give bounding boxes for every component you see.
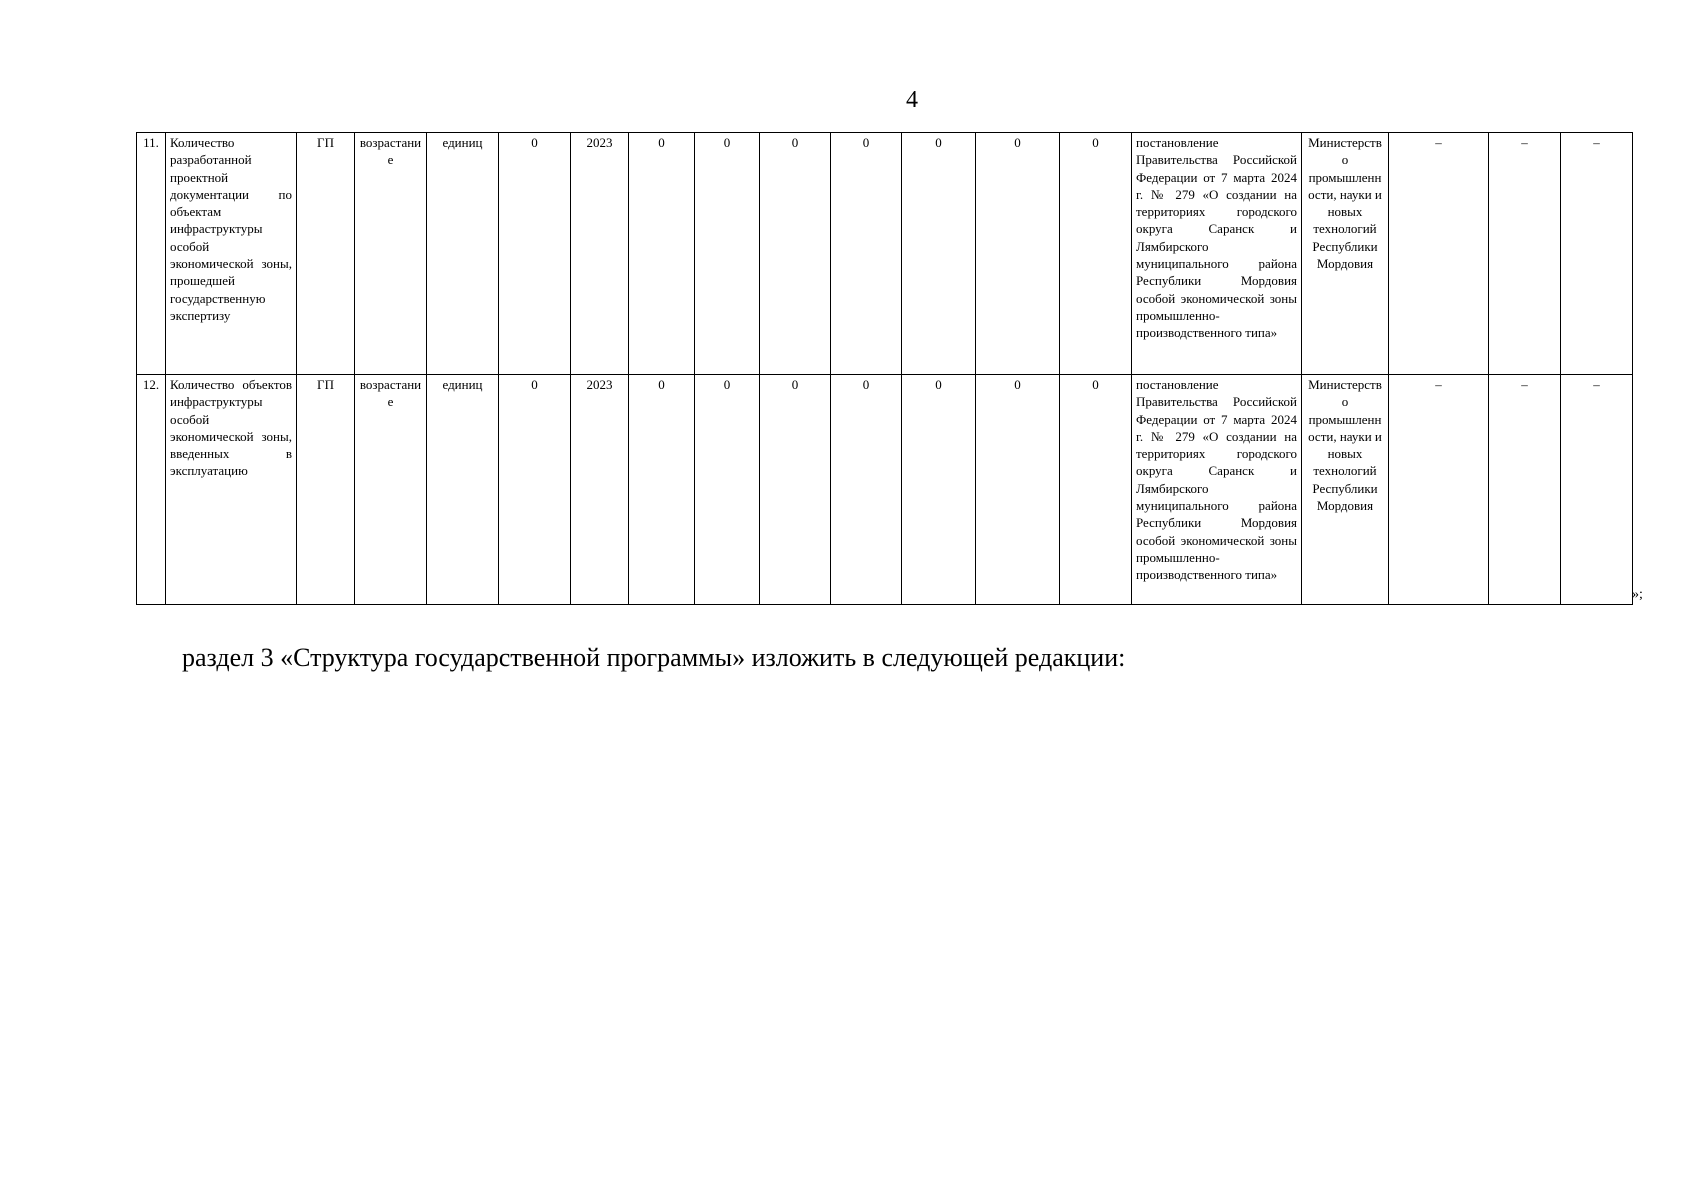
legal-document: постановление Правительства Российской Федерации от 7 марта 2024 г. № 279 «О создании на территориях городского округа Саранск и Лямбирского муниципального района Республики Мордовия особой экономической зоны промышленно-производственного типа» [1132, 375, 1302, 605]
page-number: 4 [906, 87, 918, 113]
extra-cell: – [1561, 375, 1633, 605]
year-value: 0 [1060, 375, 1132, 605]
indicator-name: Количество разработанной проектной документации по объектам инфраструктуры особой экономической зоны, прошедшей государственную экспертизу [166, 133, 297, 375]
year-value: 0 [629, 375, 695, 605]
year-value: 0 [760, 375, 831, 605]
year-value: 0 [760, 133, 831, 375]
base-value: 0 [499, 375, 571, 605]
legal-document: постановление Правительства Российской Федерации от 7 марта 2024 г. № 279 «О создании на территориях городского округа Саранск и Лямбирского муниципального района Республики Мордовия особой экономической зоны промышленно-производственного типа» [1132, 133, 1302, 375]
extra-cell: – [1489, 133, 1561, 375]
year-value: 0 [695, 375, 760, 605]
indicator-name: Количество объектов инфраструктуры особой экономической зоны, введенных в эксплуатацию [166, 375, 297, 605]
table-row [137, 375, 1633, 605]
extra-cell: – [1561, 133, 1633, 375]
year-value: 0 [902, 133, 976, 375]
base-value: 0 [499, 133, 571, 375]
year-value: 0 [902, 375, 976, 605]
closing-quote: »; [1632, 587, 1643, 602]
indicator-trend: возрастание [355, 133, 427, 375]
row-number: 12. [137, 375, 166, 605]
row-number: 11. [137, 133, 166, 375]
year-value: 0 [629, 133, 695, 375]
year-value: 0 [976, 133, 1060, 375]
extra-cell: – [1389, 133, 1489, 375]
indicator-unit: единиц [427, 133, 499, 375]
year-value: 0 [1060, 133, 1132, 375]
responsible-body: Министерство промышленности, науки и новых технологий Республики Мордовия [1302, 375, 1389, 605]
base-year: 2023 [571, 375, 629, 605]
indicator-level: ГП [297, 375, 355, 605]
year-value: 0 [695, 133, 760, 375]
responsible-body: Министерство промышленности, науки и новых технологий Республики Мордовия [1302, 133, 1389, 375]
extra-cell: – [1389, 375, 1489, 605]
extra-cell: – [1489, 375, 1561, 605]
indicator-trend: возрастание [355, 375, 427, 605]
table-row [137, 133, 1633, 375]
indicators-table [136, 132, 1633, 605]
year-value: 0 [831, 133, 902, 375]
instruction-paragraph: раздел 3 «Структура государственной программы» изложить в следующей редакции: [182, 643, 1126, 672]
indicator-unit: единиц [427, 375, 499, 605]
year-value: 0 [831, 375, 902, 605]
base-year: 2023 [571, 133, 629, 375]
indicator-level: ГП [297, 133, 355, 375]
year-value: 0 [976, 375, 1060, 605]
